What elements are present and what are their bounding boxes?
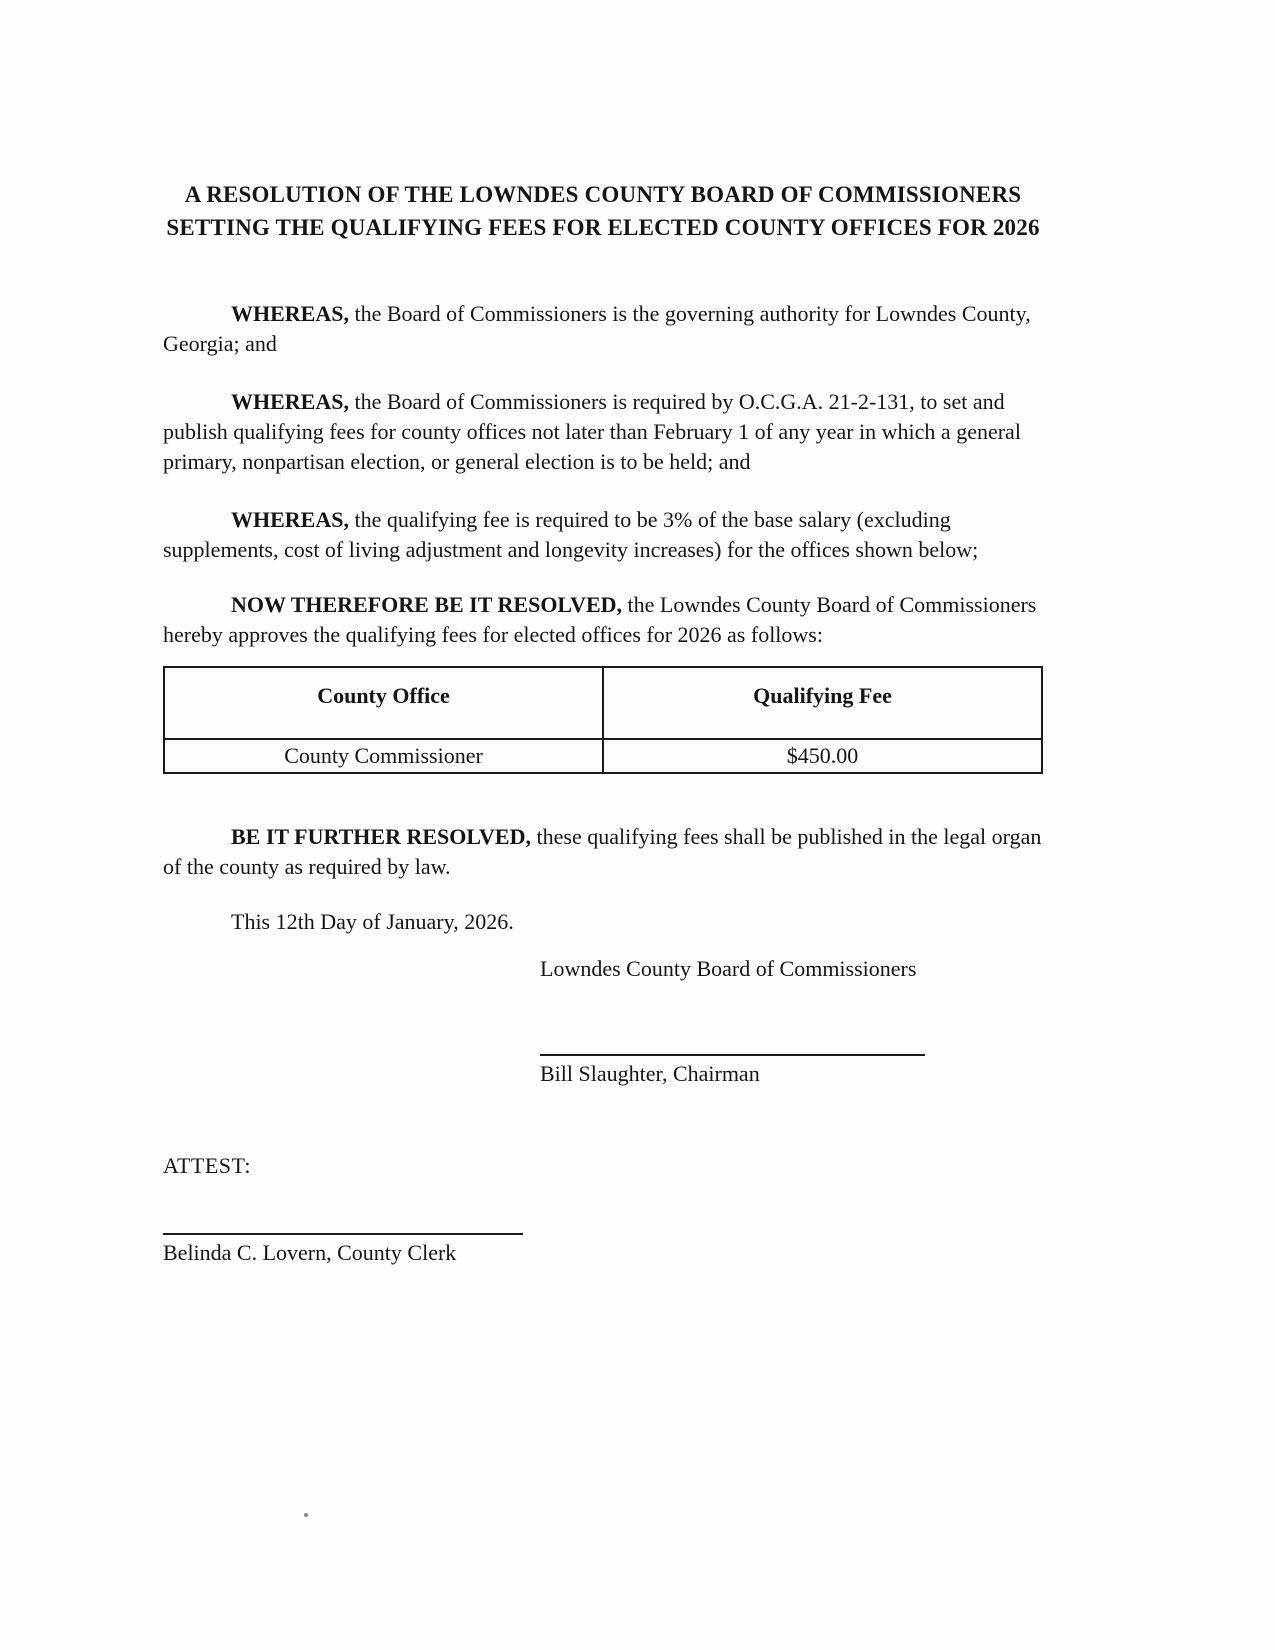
clerk-signature-block: [163, 1233, 553, 1268]
whereas-lead-3: WHEREAS,: [231, 507, 349, 532]
scan-artifact-dot: [304, 1513, 308, 1517]
document-title: [163, 178, 1043, 244]
table-header-qualifying-fee: Qualifying Fee: [603, 667, 1042, 739]
table-row: [164, 739, 1042, 773]
document-content: [163, 0, 1043, 1268]
resolved-paragraph: [163, 590, 1043, 650]
table-cell-office: County Commissioner: [164, 739, 603, 773]
attest-label: ATTEST:: [163, 1153, 251, 1178]
chairman-signature-block: [163, 1054, 930, 1089]
whereas-text-1: the Board of Commissioners is the governing authority for Lowndes County, Georgia; and: [163, 301, 1031, 356]
further-resolved-lead: BE IT FURTHER RESOLVED,: [231, 824, 531, 849]
whereas-lead-1: WHEREAS,: [231, 301, 349, 326]
table-header-row: [164, 667, 1042, 739]
resolved-text: the Lowndes County Board of Commissioners hereby approves the qualifying fees for elected offices for 2026 as follows:: [163, 592, 1037, 647]
whereas-paragraph-3: [163, 505, 1043, 565]
whereas-lead-2: WHEREAS,: [231, 389, 349, 414]
table-cell-fee: $450.00: [603, 739, 1042, 773]
further-resolved-paragraph: [163, 822, 1043, 882]
qualifying-fee-table: [163, 666, 1043, 774]
document-title-line-1: A RESOLUTION OF THE LOWNDES COUNTY BOARD OF COMMISSIONERS: [184, 182, 1022, 207]
chairman-signature-name: Bill Slaughter, Chairman: [540, 1061, 760, 1086]
whereas-text-2: the Board of Commissioners is required by O.C.G.A. 21-2-131, to set and publish qualifying fees for county offices not later than February 1 of any year in which a general primary, nonpartisan election, or general election is to be held; and: [163, 389, 1021, 474]
whereas-paragraph-2: [163, 387, 1043, 477]
whereas-paragraph-1: [163, 299, 1043, 359]
document-title-line-2: SETTING THE QUALIFYING FEES FOR ELECTED COUNTY OFFICES FOR 2026: [166, 215, 1040, 240]
further-resolved-text: these qualifying fees shall be published in the legal organ of the county as required by law.: [163, 824, 1042, 879]
date-line: This 12th Day of January, 2026.: [231, 909, 514, 934]
whereas-text-3: the qualifying fee is required to be 3% of the base salary (excluding supplements, cost of living adjustment and longevity increases) for the offices shown below;: [163, 507, 979, 562]
table-header-county-office: County Office: [164, 667, 603, 739]
organization-line: Lowndes County Board of Commissioners: [540, 956, 917, 981]
resolved-lead: NOW THEREFORE BE IT RESOLVED,: [231, 592, 623, 617]
clerk-signature-name: Belinda C. Lovern, County Clerk: [163, 1240, 457, 1265]
